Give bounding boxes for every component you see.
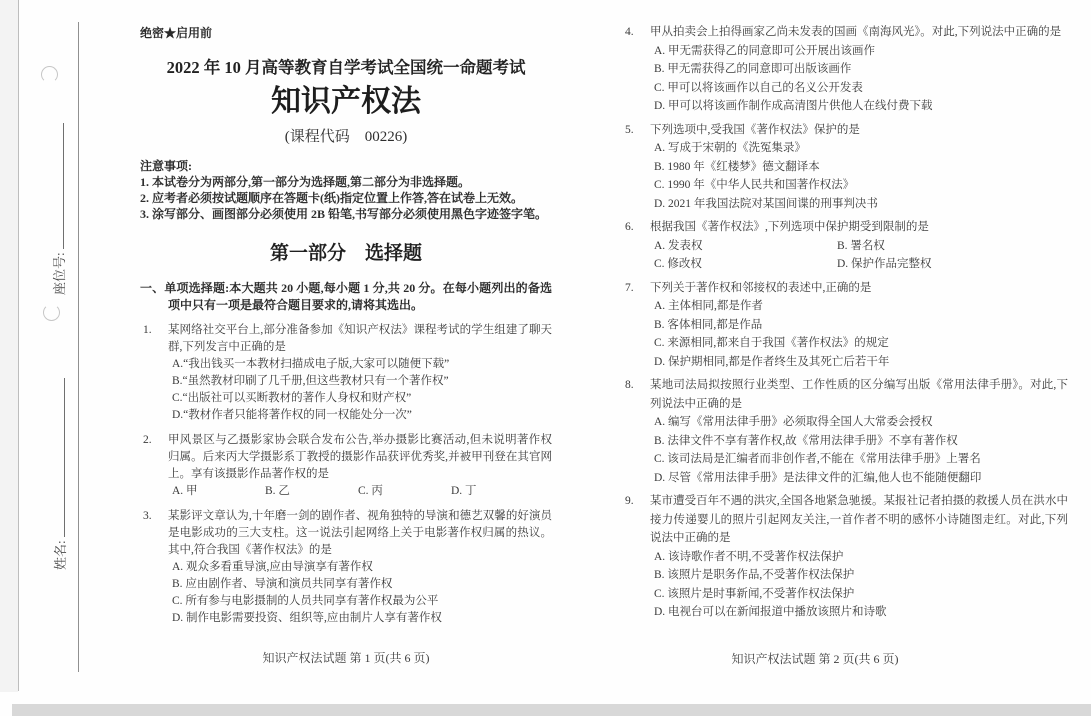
option-c: C. 甲可以将该画作以自己的名义公开发表 [654, 81, 863, 94]
option-b: B. 甲无需获得乙的同意即可出版该画作 [654, 63, 852, 75]
option-a: A. 编写《常用法律手册》必须取得全国人大常委会授权 [654, 416, 933, 428]
option-c: C. 该司法局是汇编者而非创作者,不能在《常用法律手册》上署名 [654, 453, 981, 465]
scan-left-margin [0, 0, 18, 692]
notices-heading: 注意事项: [140, 159, 192, 173]
option-b: B. 乙 [265, 485, 290, 497]
punch-hole [41, 66, 58, 83]
option-d: D. 丁 [451, 485, 477, 497]
question-8 [622, 376, 1068, 487]
option-a: A. 写成于宋朝的《洗冤集录》 [654, 142, 807, 154]
option-d: D. 保护作品完整权 [837, 258, 932, 270]
option-a: A. 甲 [172, 485, 198, 497]
security-banner: 绝密★启用前 [140, 26, 213, 40]
option-c: C.“出版社可以买断教材的著作人身权和财产权” [172, 392, 412, 404]
paper-edge-line [18, 0, 19, 691]
single-choice-instructions: 一、单项选择题:本大题共 20 小题,每小题 1 分,共 20 分。在每小题列出的备选项中只有一项是最符合题目要求的,请将其选出。 [140, 281, 552, 312]
question-1 [140, 322, 552, 424]
option-b: B. 署名权 [837, 239, 885, 252]
seat-number-blank-line [52, 123, 64, 249]
option-d: D. 制作电影需要投资、组织等,应由制片人享有著作权 [172, 612, 442, 624]
question-number: 5. [625, 123, 634, 136]
option-c: C. 来源相同,都来自于我国《著作权法》的规定 [654, 337, 889, 349]
question-2 [140, 432, 552, 500]
question-7 [622, 279, 1068, 372]
question-stem: 某影评文章认为,十年磨一剑的剧作者、视角独特的导演和德艺双馨的好演员是电影成功的三大支柱。这一说法引起网络上关于电影著作权归属的热议。其中,符合我国《著作权法》的是 [168, 510, 552, 556]
name-field [51, 378, 67, 570]
notice-item-3: 3. 涂写部分、画图部分必须使用 2B 铅笔,书写部分必须使用黑色字迹签字笔。 [140, 207, 548, 221]
option-d: D. 电视台可以在新闻报道中播放该照片和诗歌 [654, 606, 887, 618]
option-b: B. 法律文件不享有著作权,故《常用法律手册》不享有著作权 [654, 434, 958, 447]
question-stem: 某网络社交平台上,部分准备参加《知识产权法》课程考试的学生组建了聊天群,下列发言中正确的是 [168, 324, 552, 353]
question-stem: 某市遭受百年不遇的洪灾,全国各地紧急驰援。某报社记者拍摄的救援人员在洪水中接力传递婴儿的照片引起网友关注,一首作者不明的感怀小诗随图走红。对此,下列说法中正确的是 [650, 495, 1068, 544]
question-stem: 下列关于著作权和邻接权的表述中,正确的是 [650, 281, 872, 294]
question-number: 9. [625, 495, 634, 507]
name-blank-line [53, 378, 65, 537]
question-stem: 下列选项中,受我国《著作权法》保护的是 [650, 123, 860, 136]
question-5 [622, 121, 1068, 214]
notice-item-2: 2. 应考者必须按试题顺序在答题卡(纸)指定位置上作答,答在试卷上无效。 [140, 191, 523, 205]
question-number: 8. [625, 379, 634, 391]
question-stem: 甲风景区与乙摄影家协会联合发布公告,举办摄影比赛活动,但未说明著作权归属。后来丙大学摄影系丁教授的摄影作品获评优秀奖,并被甲刊登在其官网上。享有该摄影作品著作权的是 [168, 434, 552, 480]
question-stem: 甲从拍卖会上拍得画家乙尚未发表的国画《南海风光》。对此,下列说法中正确的是 [650, 26, 1062, 38]
option-a: A. 甲无需获得乙的同意即可公开展出该画作 [654, 44, 876, 57]
exam-session-title: 2022 年 10 月高等教育自学考试全国统一命题考试 [166, 58, 526, 77]
question-6 [622, 218, 1068, 274]
question-number: 4. [625, 26, 634, 38]
punch-hole [43, 304, 60, 321]
option-a: A. 主体相同,都是作者 [654, 300, 763, 312]
question-3 [140, 508, 552, 627]
option-a: A. 发表权 [654, 239, 703, 252]
notice-item-1: 1. 本试卷分为两部分,第一部分为选择题,第二部分为非选择题。 [140, 175, 471, 189]
option-d: D. 保护期相同,都是作者终生及其死亡后若干年 [654, 355, 890, 368]
option-c: C. 1990 年《中华人民共和国著作权法》 [654, 179, 855, 191]
part-one-heading: 第一部分 选择题 [269, 243, 422, 264]
seat-number-label: 座位号: [51, 252, 67, 295]
page-2 [622, 20, 1068, 627]
name-label: 姓名: [52, 540, 68, 570]
option-b: B. 该照片是职务作品,不受著作权法保护 [654, 569, 855, 581]
option-d: D. 尽管《常用法律手册》是法律文件的汇编,他人也不能随便翻印 [654, 471, 982, 484]
option-c: C. 丙 [358, 485, 383, 497]
question-number: 6. [625, 221, 634, 233]
option-b: B.“虽然教材印刷了几千册,但这些教材只有一个著作权” [172, 375, 449, 387]
option-a: A. 观众多看重导演,应由导演享有著作权 [172, 561, 373, 573]
fold-line [78, 22, 79, 672]
page-1 [140, 20, 552, 627]
question-9 [622, 492, 1068, 622]
page-1-footer: 知识产权法试题 第 1 页(共 6 页) [262, 651, 430, 665]
question-number: 2. [143, 434, 152, 446]
option-d: D. 2021 年我国法院对某国间谍的刑事判决书 [654, 197, 878, 210]
option-b: B. 1980 年《红楼梦》德文翻译本 [654, 160, 820, 173]
question-number: 3. [143, 510, 152, 522]
question-4 [622, 23, 1068, 116]
option-a: A.“我出钱买一本教材扫描成电子版,大家可以随便下载” [172, 358, 450, 370]
options-inline-row [168, 483, 552, 500]
option-a: A. 该诗歌作者不明,不受著作权法保护 [654, 550, 844, 563]
option-c: C. 所有参与电影摄制的人员共同享有著作权最为公平 [172, 595, 439, 607]
options-two-column-grid [650, 237, 1068, 274]
option-d: D.“教材作者只能将著作权的同一权能处分一次” [172, 409, 412, 421]
option-b: B. 应由剧作者、导演和演员共同享有著作权 [172, 578, 393, 590]
question-stem: 某地司法局拟按照行业类型、工作性质的区分编写出版《常用法律手册》。对此,下列说法中正确的是 [650, 379, 1068, 410]
seat-number-field [50, 123, 66, 295]
option-c: C. 修改权 [654, 258, 702, 270]
question-number: 7. [625, 281, 634, 294]
question-stem: 根据我国《著作权法》,下列选项中保护期受到限制的是 [650, 221, 929, 233]
option-c: C. 该照片是时事新闻,不受著作权法保护 [654, 587, 855, 600]
option-b: B. 客体相同,都是作品 [654, 318, 763, 331]
subject-title: 知识产权法 [271, 85, 421, 118]
scan-bottom-shadow [12, 704, 1091, 716]
option-d: D. 甲可以将该画作制作成高清图片供他人在线付费下载 [654, 100, 933, 112]
course-code: (课程代码 00226) [284, 129, 408, 145]
question-number: 1. [143, 324, 152, 336]
page-2-footer: 知识产权法试题 第 2 页(共 6 页) [731, 652, 899, 666]
